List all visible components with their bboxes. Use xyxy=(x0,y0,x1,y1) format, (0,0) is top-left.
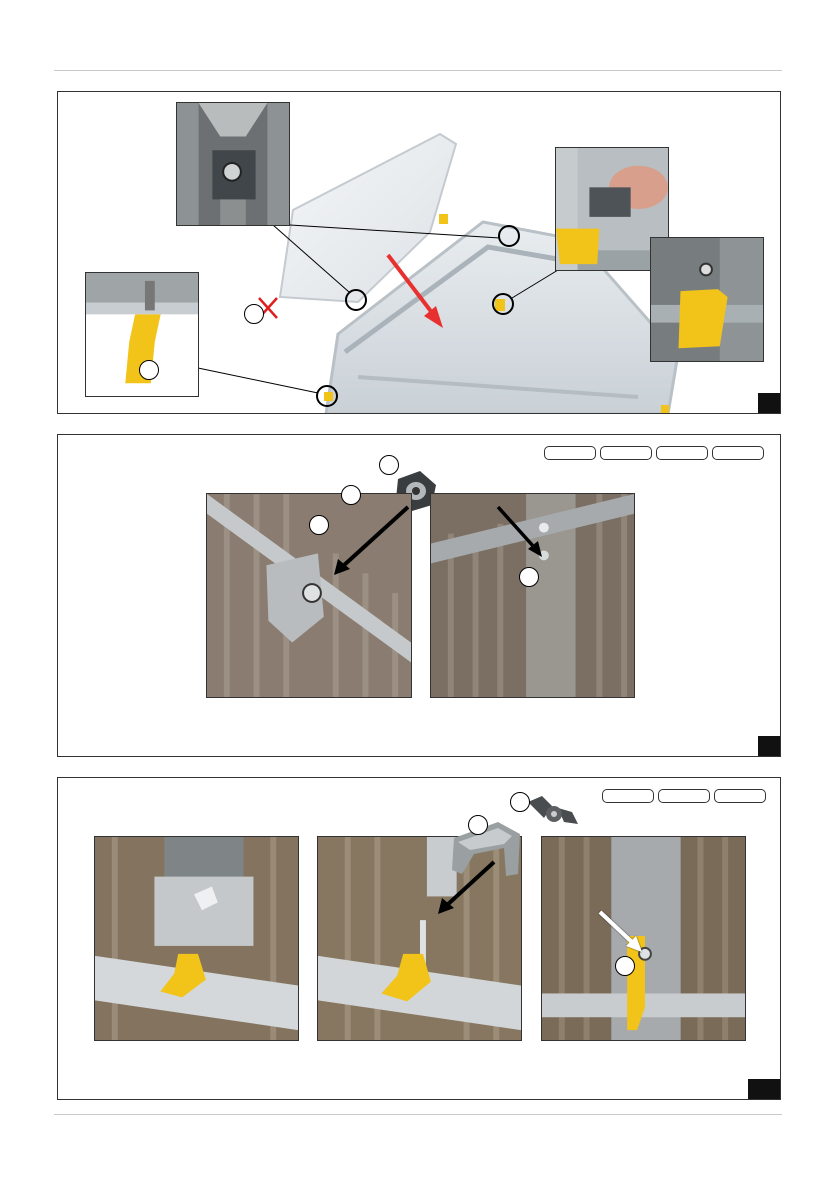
variant-tab xyxy=(544,446,596,460)
detail-photo-bracket xyxy=(650,237,764,362)
footer-rule xyxy=(54,1114,782,1115)
step-number-badge xyxy=(748,1079,780,1099)
callout-circle xyxy=(341,485,361,505)
step-number-badge xyxy=(758,393,780,413)
variant-tab xyxy=(712,446,764,460)
callout-circle xyxy=(615,956,635,976)
wing-nut-icon xyxy=(528,796,578,824)
variant-tab xyxy=(600,446,652,460)
step-photo-final-check xyxy=(541,836,746,1041)
instruction-panel-2 xyxy=(57,434,781,757)
variant-tab xyxy=(656,446,708,460)
instruction-panel-3 xyxy=(57,777,781,1100)
variant-tab xyxy=(602,789,654,803)
variant-tab xyxy=(658,789,710,803)
variant-tab xyxy=(714,789,766,803)
hardware-parts-illustration xyxy=(58,435,781,757)
detail-photo-clip-left xyxy=(85,272,199,397)
callout-circle xyxy=(379,455,399,475)
instruction-panel-1 xyxy=(57,91,781,414)
assembly-arrows xyxy=(58,435,781,757)
callout-circle xyxy=(510,792,530,812)
variant-tab-group xyxy=(544,446,764,460)
callout-circle xyxy=(244,304,264,324)
step-photo-bracket-placement xyxy=(317,836,522,1041)
step-number-badge xyxy=(758,736,780,756)
callout-circle xyxy=(468,815,488,835)
variant-tab-group xyxy=(602,789,766,803)
step-photo-wing-nut-fitted xyxy=(94,836,299,1041)
header-rule xyxy=(54,70,782,71)
callout-circle xyxy=(519,567,539,587)
detail-photo-corner-bolt xyxy=(176,102,290,226)
callout-circle xyxy=(309,515,329,535)
callout-circle xyxy=(139,360,159,380)
step-photo-bolt-position xyxy=(430,493,635,698)
